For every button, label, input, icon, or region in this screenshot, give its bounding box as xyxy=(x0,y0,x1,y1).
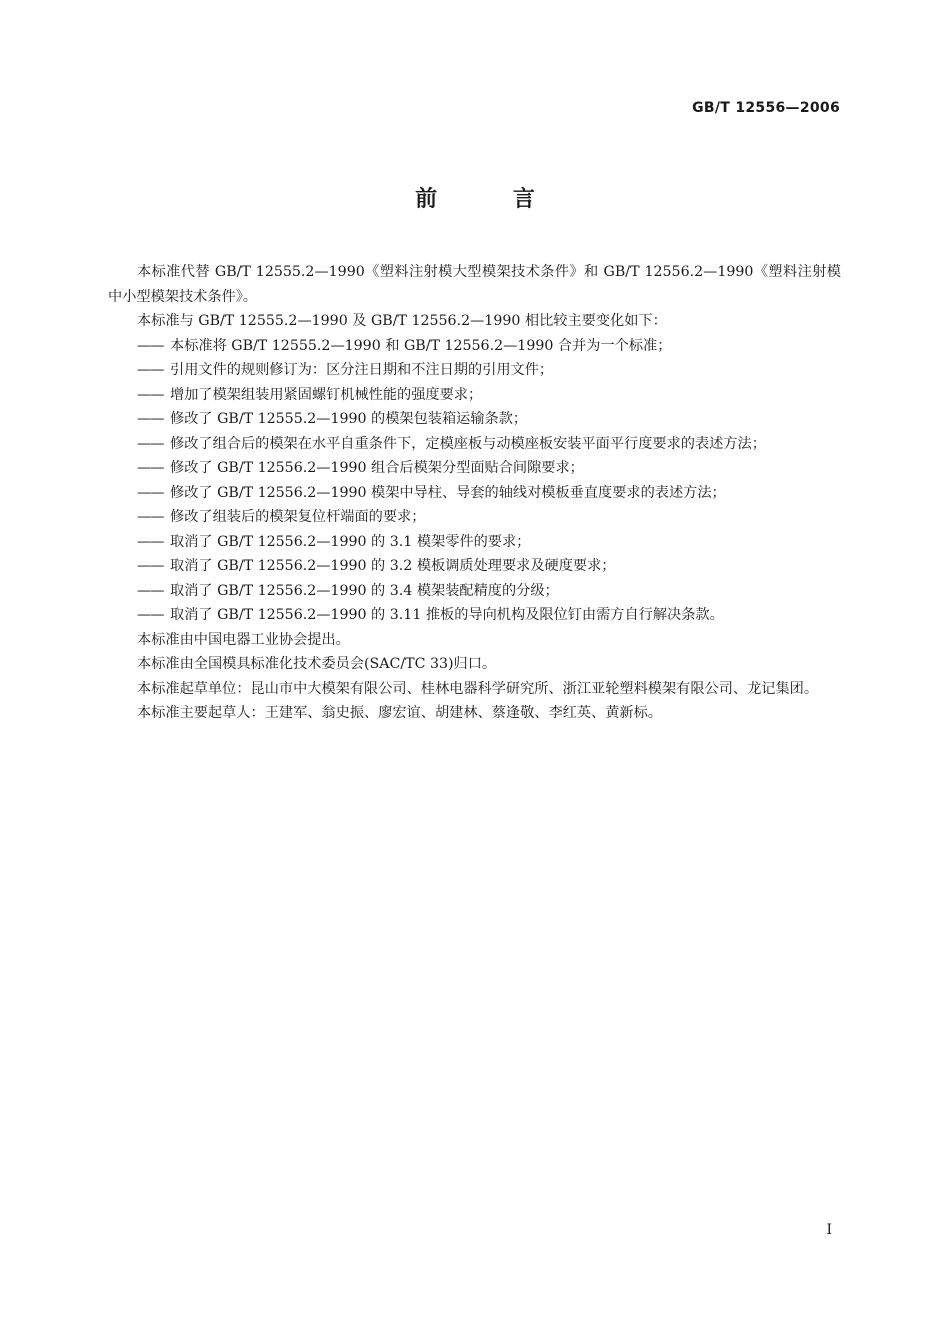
paragraph: 本标准与 GB/T 12555.2—1990 及 GB/T 12556.2—1990 相比较主要变化如下： xyxy=(137,313,667,329)
list-item-text: 取消了 GB/T 12556.2—1990 的 3.2 模板调质处理要求及硬度要求； xyxy=(170,558,616,574)
list-item-text: 修改了 GB/T 12556.2—1990 组合后模架分型面贴合间隙要求； xyxy=(170,460,584,476)
paragraph: 本标准由全国模具标准化技术委员会(SAC/TC 33)归口。 xyxy=(137,656,497,672)
list-item-text: 本标准将 GB/T 12555.2—1990 和 GB/T 12556.2—1990 合并为一个标准； xyxy=(170,337,672,354)
dash-marker: —— xyxy=(137,533,164,550)
list-item xyxy=(108,407,841,432)
dash-marker: —— xyxy=(137,362,164,378)
dash-marker: —— xyxy=(137,607,164,623)
foreword-body xyxy=(108,260,841,726)
paragraph: 本标准由中国电器工业协会提出。 xyxy=(137,631,350,648)
list-item-text: 修改了组合后的模架在水平自重条件下，定模座板与动模座板安装平面平行度要求的表述方法； xyxy=(170,435,766,452)
dash-marker: —— xyxy=(137,460,164,476)
dash-marker: —— xyxy=(137,386,164,403)
list-item-text: 取消了 GB/T 12556.2—1990 的 3.11 推板的导向机构及限位钉由需方自行解决条款。 xyxy=(170,607,724,623)
dash-marker: —— xyxy=(137,337,164,354)
paragraph: 本标准起草单位：昆山市中大模架有限公司、桂林电器科学研究所、浙江亚轮塑料模架有限公司、龙记集团。 xyxy=(137,680,819,697)
list-item xyxy=(108,334,841,359)
dash-marker: —— xyxy=(137,435,164,452)
list-item xyxy=(108,603,841,628)
list-item-text: 修改了 GB/T 12556.2—1990 模架中导柱、导套的轴线对模板垂直度要求的表述方法； xyxy=(170,484,726,501)
list-item-text: 取消了 GB/T 12556.2—1990 的 3.1 模架零件的要求； xyxy=(170,533,531,550)
list-item-text: 引用文件的规则修订为：区分注日期和不注日期的引用文件； xyxy=(170,362,554,378)
list-item-text: 修改了组装后的模架复位杆端面的要求； xyxy=(170,509,426,525)
list-item-text: 修改了 GB/T 12555.2—1990 的模架包装箱运输条款； xyxy=(170,411,528,427)
dash-marker: —— xyxy=(137,509,164,525)
list-item-text: 取消了 GB/T 12556.2—1990 的 3.4 模架装配精度的分级； xyxy=(170,582,559,599)
list-item xyxy=(108,383,841,408)
page-number: I xyxy=(826,1222,832,1238)
dash-marker: —— xyxy=(137,484,164,501)
list-item xyxy=(108,505,841,530)
list-item xyxy=(108,530,841,555)
dash-marker: —— xyxy=(137,558,164,574)
dash-marker: —— xyxy=(137,411,164,427)
list-item xyxy=(108,554,841,579)
list-item xyxy=(108,481,841,506)
list-item xyxy=(108,358,841,383)
paragraph: 本标准主要起草人：王建军、翁史振、廖宏谊、胡建林、蔡逢敬、李红英、黄新标。 xyxy=(137,705,662,721)
list-item xyxy=(108,432,841,457)
paragraph: 本标准代替 GB/T 12555.2—1990《塑料注射模大型模架技术条件》和 GB/T 12556.2—1990《塑料注射模中小型模架技术条件》。 xyxy=(108,264,841,305)
list-item xyxy=(108,456,841,481)
list-item-text: 增加了模架组装用紧固螺钉机械性能的强度要求； xyxy=(170,386,483,403)
dash-marker: —— xyxy=(137,582,164,599)
page-title: 前 言 xyxy=(415,187,569,212)
list-item xyxy=(108,579,841,604)
standard-number: GB/T 12556—2006 xyxy=(692,100,840,116)
